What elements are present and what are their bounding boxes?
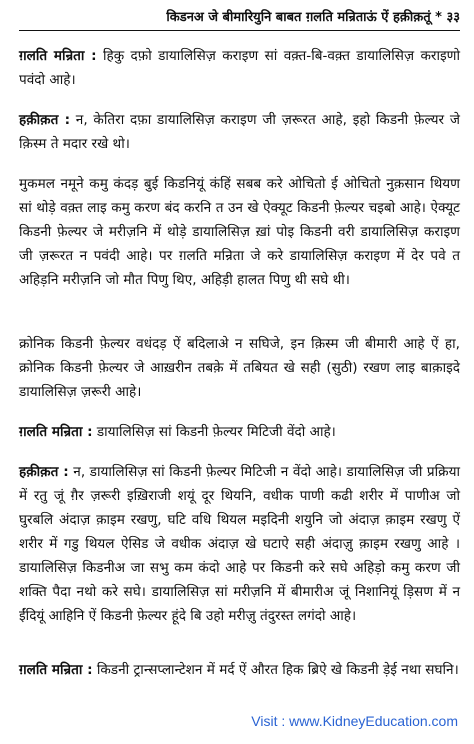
paragraph-chronic: [19, 332, 460, 404]
paragraph-text: क्रोनिक किडनी फ़ेल्यर वधंदड़ ऐं बदिलाअे न सघिजे, इन क़िस्म जी बीमारी आहे ऐं हा, क्रोनिक किडनी फ़ेल्यर जे आख़रीन तबक़े में तबियत खे सही (सुठी) रखण लाइ बाक़ाइदे डायालिसिज़ ज़रूरी आहे।: [19, 336, 460, 400]
paragraph-text: न, डायालिसिज़ सां किडनी फ़ेल्यर मिटिजी न वेंदो आहे। डायालिसिज़ जी प्रक्रिया में रतु जूं ग़ैर ज़रूरी इख़िराजी शयूं दूर थियनि, वधीक पाणी कढी शरीर में पाणीअ जो घुरबलि अंदाज़ क़ाइम रखणु, घटि वधि थियल मइदिनी शयुनि जो अंदाज़ क़ाइम रखणु ऐं शरीर में गडु थियल ऐसिड जे वधीक अंदाज़ खे घटाऐ सही अंदाज़ु क़ाइम रखणु आहे । डायालिसिज़ किडनीअ जा सभु कम कंदो आहे पर किडनी करे सघे अहिड़ो कमु करण जी शक्ति पैदा नथो करे सघे। डायालिसिज़ सां मरीज़नि में बीमारीअ जूं निशानियूं ड़िसण में न ईंदियूं आहिनि ऐं किडनी फ़ेल्यर हूंदे बि उहो मरीज़ु तंदुरस्त लगंदो आहे।: [19, 464, 460, 624]
paragraph-acute: [19, 172, 460, 292]
fact-label: हक़ीक़त :: [19, 112, 70, 128]
paragraph-myth-2: [19, 420, 460, 444]
paragraph-myth-1: [19, 44, 460, 92]
running-header: [19, 6, 460, 31]
myth-label: ग़लति मन्रिता :: [19, 48, 97, 64]
paragraph-myth-3: [19, 658, 460, 682]
header-title: किडनअ जे बीमारियुनि बाबत ग़लति मन्रिताऊं ऐं हक़ीक़तूं * ३३: [166, 10, 460, 25]
paragraph-fact-2: [19, 460, 460, 628]
paragraph-text: किडनी ट्रान्सप्लान्टेशन में मर्द ऐं औरत हिक ब्रिऐ खे किडनी ड़ेई नथा सघनि।: [92, 662, 459, 678]
website-footer: [251, 710, 458, 732]
paragraph-text: हिकु दफ़ो डायालिसिज़ कराइण सां वक़्त-बि-वक़्त डायालिसिज़ कराइणो पवंदो आहे।: [19, 48, 460, 88]
paragraph-text: डायालिसिज़ सां किडनी फ़ेल्यर मिटिजी वेंदो आहे।: [92, 424, 336, 440]
fact-label: हक़ीक़त :: [19, 464, 69, 480]
myth-label: ग़लति मन्रिता :: [19, 424, 93, 440]
paragraph-text: न, केतिरा दफ़ा डायालिसिज़ कराइण जी ज़रूरत आहे, इहो किडनी फ़ेल्यर जे क़िस्म ते मदार रखे थो।: [19, 112, 460, 152]
paragraph-text: मुकमल नमूने कमु कंदड़ बुई किडनियूं कंहिं सबब करे ओचितो ई ओचितो नुक़सान थियण सां थोड़े वक़्त लाइ कमु करण बंद करनि त उन खे ऐक्यूट किडनी फ़ेल्यर चइबो आहे। ऐक्यूट किडनी फ़ेल्यर जे मरीज़नि में थोड़े डायालिसिज़ ख़ां पोइ किडनी वरी डायालिसिज़ कराइण जी ज़रूरत न पवंदी आहे। पर ग़लति मन्रिता जे करे डायालिसिज़ कराइण में देर पवे त अहिड़नि मरीज़नि जो मौत पिणु थिए, अहिड़ी हालत पिणु थी सघे थी।: [19, 176, 460, 288]
website-link[interactable]: Visit : www.KidneyEducation.com: [251, 713, 458, 729]
paragraph-fact-1: [19, 108, 460, 156]
myth-label: ग़लति मन्रिता :: [19, 662, 93, 678]
